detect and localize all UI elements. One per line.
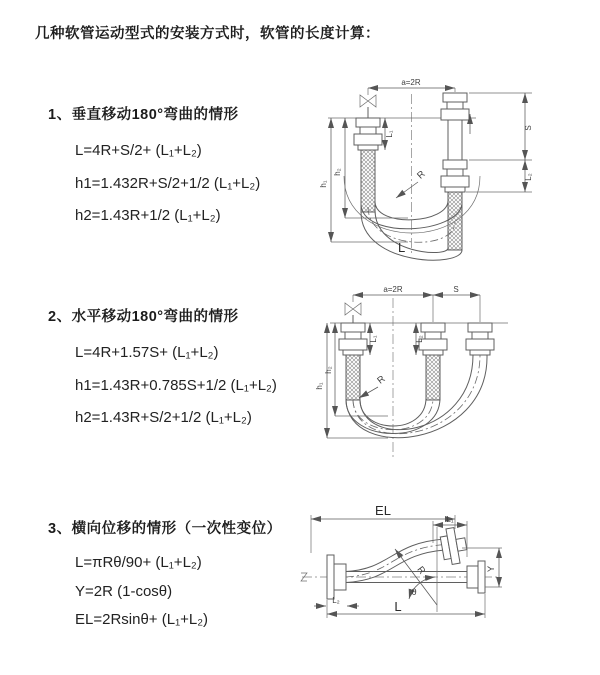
right-flange-original-end — [467, 561, 485, 593]
dim-label-l-total: L — [398, 240, 406, 255]
dim-label-l: L — [394, 599, 402, 614]
dim-label-h2: h₂ — [324, 366, 333, 374]
dim-label-l2: L₂ — [332, 596, 340, 605]
dim-label-h1: h₁ — [315, 382, 324, 390]
dimension-l1-l2-small — [369, 323, 424, 355]
hose-bend-arcs — [346, 355, 487, 438]
dim-label-h2: h₂ — [333, 168, 342, 176]
dim-label-l2: L₂ — [415, 335, 424, 343]
section-3-heading: 3、横向位移的情形（一次性变位） — [48, 521, 282, 537]
dimension-a2r-and-s — [353, 285, 480, 322]
formula-line: h2=1.43R+1/2 (L₁+L₂) — [75, 207, 221, 224]
section-3-formulas — [75, 549, 282, 635]
dim-label-r: R — [414, 564, 428, 577]
right-pipe-lower-position — [441, 160, 469, 250]
section-2-formulas — [75, 337, 277, 435]
section-1-formulas — [75, 135, 260, 233]
dimension-a2r — [368, 78, 455, 95]
right-pipe-moved-position — [466, 323, 494, 355]
formula-line: L=πRθ/90+ (L₁+L₂) — [75, 554, 202, 571]
valve-icon — [360, 95, 376, 118]
formula-line: L=4R+1.57S+ (L₁+L₂) — [75, 344, 219, 361]
formula-line: h1=1.432R+S/2+1/2 (L₁+L₂) — [75, 174, 261, 192]
dim-label-s: S — [524, 125, 533, 131]
s-curved-hose-displaced-position — [346, 539, 445, 583]
dim-label-s: S — [453, 285, 459, 294]
dim-label-theta: θ — [411, 587, 417, 598]
section-1-heading: 1、垂直移动180°弯曲的情形 — [48, 107, 239, 123]
diagram-vertical-180-bend — [308, 72, 600, 274]
formula-line: Y=2R (1-cosθ) — [75, 582, 173, 600]
dimension-s-and-l2 — [466, 93, 533, 192]
section-2-heading: 2、水平移动180°弯曲的情形 — [48, 309, 239, 325]
braided-hose-section — [346, 355, 360, 400]
dim-label-a2r: a=2R — [401, 78, 421, 87]
dim-label-l2: L₂ — [524, 173, 533, 181]
formula-line: L=4R+S/2+ (L₁+L₂) — [75, 142, 202, 159]
dim-label-y: Y — [486, 565, 497, 573]
section-vertical-180 — [48, 103, 260, 233]
diagram-lateral-displacement — [296, 495, 600, 663]
dimension-l1 — [385, 118, 394, 150]
dim-label-r: R — [415, 168, 428, 182]
section-lateral-displacement — [48, 517, 282, 635]
dim-label-r: R — [375, 373, 388, 387]
radius-callout — [359, 374, 388, 398]
dim-label-l1: L₁ — [385, 130, 394, 138]
formula-line: h1=1.43R+0.785S+1/2 (L₁+L₂) — [75, 376, 277, 394]
section-horizontal-180 — [48, 305, 277, 435]
left-pipe-fitting — [354, 118, 382, 212]
dimension-l2 — [314, 596, 359, 606]
dim-label-l1: L₁ — [446, 515, 454, 524]
right-pipe-upper-position — [441, 93, 469, 160]
valve-icon — [345, 303, 361, 323]
braided-hose-section — [361, 150, 375, 212]
formula-line: h2=1.43R+S/2+1/2 (L₁+L₂) — [75, 409, 252, 426]
left-flange — [327, 555, 346, 599]
middle-pipe-fitting — [419, 323, 447, 400]
dim-label-el: EL — [375, 503, 391, 518]
tilted-flange-displaced-end — [439, 526, 469, 566]
page-title: 几种软管运动型式的安装方式时，软管的长度计算： — [35, 26, 380, 42]
dim-label-a2r: a=2R — [383, 285, 403, 294]
dimension-el — [311, 503, 455, 553]
left-pipe-fitting — [339, 323, 367, 400]
dim-label-l1: L₁ — [369, 335, 378, 343]
dim-label-h1: h₁ — [319, 180, 328, 188]
braided-hose-section — [426, 355, 440, 400]
formula-line: EL=2Rsinθ+ (L₁+L₂) — [75, 611, 209, 628]
diagram-horizontal-180-bend — [308, 278, 600, 478]
